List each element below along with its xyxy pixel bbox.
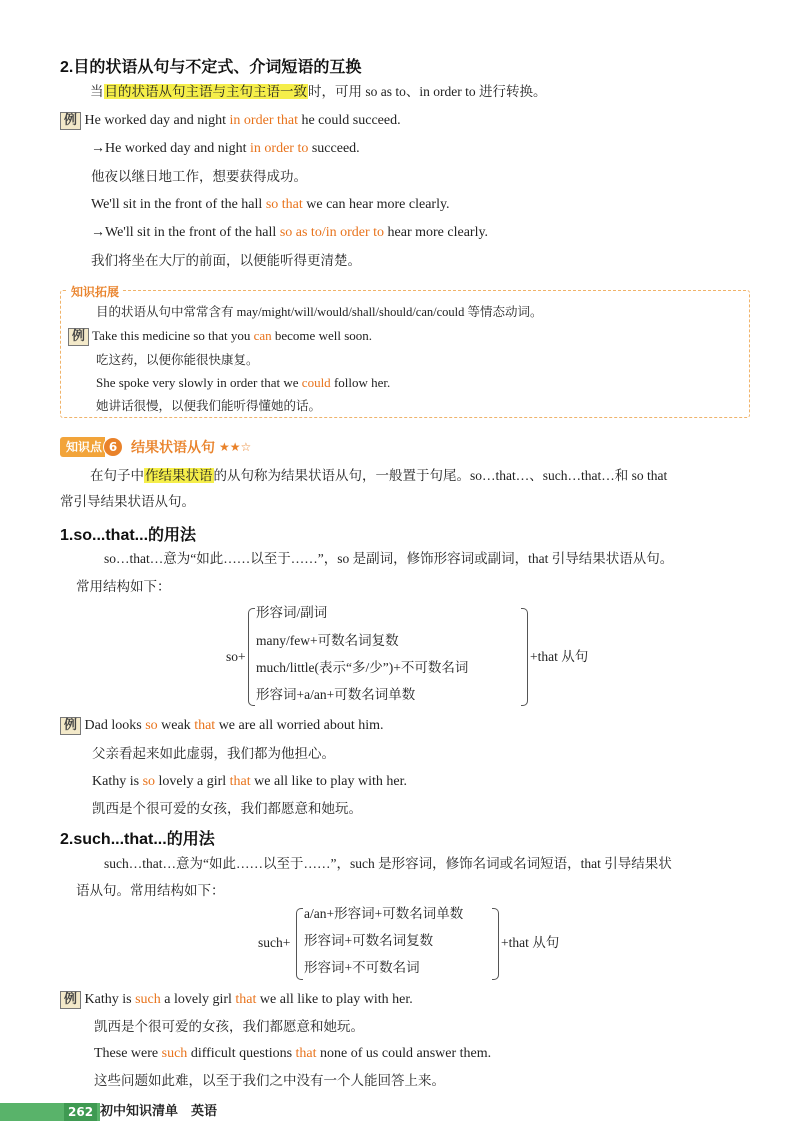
example-badge: 例 — [60, 112, 81, 130]
example-line — [91, 140, 360, 158]
text: She spoke very slowly in order that we — [96, 375, 302, 390]
example-badge: 例 — [60, 717, 81, 735]
text: →We'll sit in the front of the hall — [91, 225, 280, 240]
example-translation: 他夜以继日地工作，想要获得成功。 — [91, 169, 307, 184]
keyword: could — [301, 375, 331, 390]
keyword: that — [235, 992, 257, 1007]
right-brace — [492, 908, 499, 980]
difficulty-stars-icon: ★★☆ — [219, 439, 252, 454]
text: he could succeed. — [297, 113, 401, 128]
text: Take this medicine so that you — [92, 328, 254, 343]
keyword: such — [161, 1046, 188, 1061]
intro-pre: 当 — [90, 84, 104, 99]
text: succeed. — [308, 141, 360, 156]
example-translation: 凯西是个很可爱的女孩，我们都愿意和她玩。 — [94, 1019, 364, 1034]
subsection-desc: such…that…意为“如此……以至于……”，such 是形容词，修饰名词或名词短语，that 引导结果状 — [104, 856, 672, 871]
subsection-desc: 语从句。常用结构如下： — [76, 883, 225, 898]
text: difficult questions — [187, 1046, 296, 1061]
keyword: in order to — [250, 141, 309, 156]
text: 的从句称为结果状语从句，一般置于句尾。so…that…、such…that…和 so that — [213, 468, 668, 483]
example-translation: 这些问题如此难，以至于我们之中没有一个人能回答上来。 — [94, 1073, 445, 1088]
structure-item: 形容词+不可数名词 — [304, 960, 420, 975]
tip-translation: 吃这药，以便你能很快康复。 — [96, 353, 259, 367]
common-structure-label: 常用结构如下： — [76, 579, 171, 594]
text: none of us could answer them. — [316, 1046, 492, 1061]
example-badge: 例 — [68, 328, 89, 346]
example-badge: 例 — [60, 991, 81, 1009]
text: →He worked day and night — [91, 141, 251, 156]
structure-prefix: such+ — [258, 935, 291, 950]
page-number: 262 — [64, 1103, 97, 1121]
text: follow her. — [330, 375, 391, 390]
structure-prefix: so+ — [226, 649, 246, 664]
left-brace — [296, 908, 303, 980]
keyword: such — [135, 992, 161, 1007]
section-heading: 2.目的状语从句与不定式、介词短语的互换 — [60, 59, 362, 76]
example-translation: 凯西是个很可爱的女孩，我们都愿意和她玩。 — [92, 801, 362, 816]
subsection-desc: so…that…意为“如此……以至于……”，so 是副词，修饰形容词或副词，that 引导结果状语从句。 — [104, 551, 674, 566]
example-line — [60, 717, 384, 735]
keyword: in order that — [229, 113, 298, 128]
keyword: that — [295, 1046, 317, 1061]
knowledge-extension-label: 知识拓展 — [68, 283, 122, 300]
tip-example — [96, 374, 390, 392]
footer-title: 初中知识清单 英语 — [100, 1104, 218, 1119]
example-line — [60, 112, 401, 130]
text: weak — [157, 718, 195, 733]
example-line — [91, 224, 488, 242]
keyword: can — [253, 328, 272, 343]
keyword: that — [229, 774, 251, 789]
text: we all like to play with her. — [250, 774, 407, 789]
structure-suffix: +that 从句 — [530, 649, 589, 664]
intro-highlight: 作结果状语 — [145, 468, 213, 483]
right-brace — [521, 608, 528, 706]
text: we all like to play with her. — [256, 992, 413, 1007]
structure-item: a/an+形容词+可数名词单数 — [304, 906, 464, 921]
text: we can hear more clearly. — [302, 197, 450, 212]
example-translation: 我们将坐在大厅的前面，以便能听得更清楚。 — [91, 253, 361, 268]
structure-item: 形容词/副词 — [256, 605, 328, 620]
keyword: so that — [265, 197, 303, 212]
keyword: so — [142, 774, 156, 789]
example-line — [60, 991, 413, 1009]
example-line — [92, 773, 407, 791]
text: 在句子中 — [90, 468, 144, 483]
subsection-heading: 1.so...that...的用法 — [60, 527, 197, 544]
text: become well soon. — [271, 328, 373, 343]
structure-item: many/few+可数名词复数 — [256, 633, 399, 648]
keyword: that — [194, 718, 216, 733]
structure-suffix: +that 从句 — [501, 935, 560, 950]
keyword: so — [145, 718, 158, 733]
text: Kathy is — [84, 992, 136, 1007]
text: He worked day and night — [84, 113, 230, 128]
text: lovely a girl — [155, 774, 230, 789]
keyword: so as to/in order to — [279, 225, 385, 240]
structure-item: much/little(表示“多/少”)+不可数名词 — [256, 660, 469, 675]
text: we are all worried about him. — [215, 718, 384, 733]
kp-intro-line2: 常引导结果状语从句。 — [60, 494, 195, 509]
text: hear more clearly. — [384, 225, 489, 240]
subsection-heading: 2.such...that...的用法 — [60, 831, 215, 848]
tip-text: 目的状语从句中常常含有 may/might/will/would/shall/should/can/could 等情态动词。 — [96, 305, 543, 319]
structure-item: 形容词+可数名词复数 — [304, 933, 434, 948]
tip-translation: 她讲话很慢，以便我们能听得懂她的话。 — [96, 399, 322, 413]
kp-intro-line1 — [90, 467, 667, 485]
example-translation: 父亲看起来如此虚弱，我们都为他担心。 — [92, 746, 335, 761]
text: Dad looks — [84, 718, 146, 733]
intro-post: 时，可用 so as to、in order to 进行转换。 — [308, 84, 547, 99]
text: Kathy is — [92, 774, 143, 789]
text: These were — [94, 1046, 162, 1061]
knowledge-point-header — [60, 437, 251, 457]
text: a lovely girl — [160, 992, 236, 1007]
section-intro — [90, 83, 546, 101]
knowledge-point-tag: 知识点 — [60, 437, 105, 457]
text: We'll sit in the front of the hall — [91, 197, 266, 212]
example-line — [91, 196, 450, 214]
structure-item: 形容词+a/an+可数名词单数 — [256, 687, 416, 702]
tip-example — [68, 327, 372, 346]
intro-highlight: 目的状语从句主语与主句主语一致 — [104, 84, 307, 99]
example-line — [94, 1045, 491, 1063]
left-brace — [248, 608, 255, 706]
knowledge-point-number: 6 — [103, 437, 123, 457]
knowledge-point-title: 结果状语从句 — [131, 440, 216, 456]
